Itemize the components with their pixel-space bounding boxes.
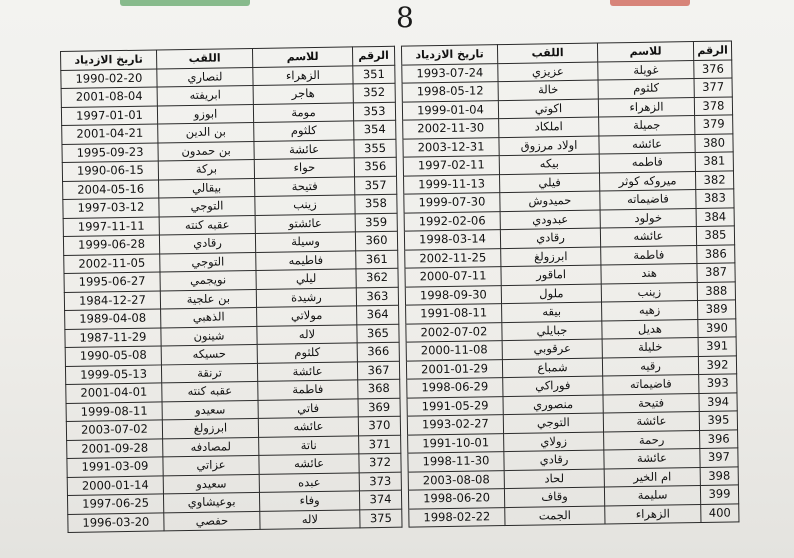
right-surname-cell: ملول — [501, 284, 601, 304]
right-number-cell: 382 — [695, 170, 733, 189]
left-number-cell: 364 — [357, 305, 399, 324]
right-number-cell: 379 — [695, 115, 733, 134]
right-surname-cell: ابرزولغ — [501, 247, 601, 267]
right-first-name-cell: رقيه — [602, 356, 698, 376]
right-number-cell: 381 — [695, 152, 733, 171]
right-birth-date-cell: 1998-06-20 — [408, 489, 504, 509]
right-first-name-cell: هند — [601, 264, 697, 284]
left-surname-cell: ابريفته — [157, 85, 253, 105]
left-number-cell: 351 — [353, 65, 395, 84]
left-number-cell: 375 — [360, 509, 402, 528]
right-number-cell: 394 — [699, 392, 737, 411]
top-right-stamp-mark — [610, 0, 690, 6]
left-surname-cell: شينون — [161, 326, 257, 346]
left-surname-cell: بركة — [158, 159, 254, 179]
registry-table — [60, 40, 739, 532]
right-first-name-cell: عائشه — [599, 134, 695, 154]
left-surname-cell: بيقالي — [159, 178, 255, 198]
left-surname-cell: عقبه كنته — [159, 215, 255, 235]
left-number-cell: 356 — [354, 157, 396, 176]
left-birth-date-cell: 1991-03-09 — [67, 457, 163, 477]
right-birth-date-cell: 1999-01-04 — [402, 100, 498, 120]
left-surname-cell: حسيكه — [161, 344, 257, 364]
right-surname-cell: فوراكي — [503, 376, 603, 396]
right-first-name-cell: خولود — [600, 208, 696, 228]
left-first-name-cell: لاله — [260, 509, 360, 529]
right-number-cell: 399 — [700, 485, 738, 504]
left-birth-date-cell: 1999-08-11 — [66, 401, 162, 421]
right-surname-cell: التوجي — [503, 413, 603, 433]
right-surname-cell: عبدودي — [500, 210, 600, 230]
left-number-cell: 360 — [355, 231, 397, 250]
left-number-cell: 361 — [356, 250, 398, 269]
right-birth-date-cell: 2002-07-02 — [406, 322, 502, 342]
right-number-cell: 384 — [696, 207, 734, 226]
right-birth-date-cell: 1998-09-30 — [405, 285, 501, 305]
header-right-name: للاسم — [597, 42, 693, 62]
left-number-cell: 372 — [359, 453, 401, 472]
header-right-number: الرقم — [693, 41, 731, 60]
right-surname-cell: خالة — [498, 80, 598, 100]
left-number-cell: 354 — [354, 120, 396, 139]
right-number-cell: 397 — [700, 448, 738, 467]
right-birth-date-cell: 1999-11-13 — [403, 174, 499, 194]
left-birth-date-cell: 1997-03-12 — [63, 198, 159, 218]
left-first-name-cell: حواء — [254, 158, 354, 178]
left-first-name-cell: ليلي — [256, 269, 356, 289]
right-number-cell: 400 — [701, 503, 739, 522]
left-first-name-cell: وسيلة — [255, 232, 355, 252]
right-number-cell: 388 — [697, 281, 735, 300]
left-birth-date-cell: 1995-06-27 — [64, 272, 160, 292]
right-birth-date-cell: 1997-02-11 — [403, 156, 499, 176]
left-surname-cell: لنصاري — [157, 67, 253, 87]
left-number-cell: 366 — [357, 342, 399, 361]
right-surname-cell: شمباع — [502, 358, 602, 378]
left-first-name-cell: زينب — [255, 195, 355, 215]
right-birth-date-cell: 1991-05-29 — [407, 396, 503, 416]
right-first-name-cell: كلثوم — [598, 79, 694, 99]
left-birth-date-cell: 2001-04-01 — [66, 383, 162, 403]
right-number-cell: 385 — [696, 226, 734, 245]
right-first-name-cell: فاضيماته — [600, 190, 696, 210]
left-surname-cell: لمصادفه — [163, 437, 259, 457]
left-number-cell: 367 — [357, 361, 399, 380]
right-first-name-cell: هديل — [602, 319, 698, 339]
right-surname-cell: منصوري — [503, 395, 603, 415]
left-birth-date-cell: 2003-07-02 — [66, 420, 162, 440]
header-left-name: للاسم — [252, 47, 352, 67]
right-first-name-cell: جميلة — [599, 116, 695, 136]
right-first-name-cell: عائشة — [604, 448, 700, 468]
right-number-cell: 377 — [694, 78, 732, 97]
right-surname-cell: رقادي — [500, 228, 600, 248]
left-number-cell: 369 — [358, 398, 400, 417]
left-first-name-cell: ناتة — [259, 435, 359, 455]
left-first-name-cell: فاتي — [258, 398, 358, 418]
right-number-cell: 383 — [696, 189, 734, 208]
left-first-name-cell: كلثوم — [257, 343, 357, 363]
page-number: 8 — [396, 1, 414, 34]
left-number-cell: 355 — [354, 139, 396, 158]
left-number-cell: 374 — [359, 490, 401, 509]
left-number-cell: 359 — [355, 213, 397, 232]
left-number-cell: 362 — [356, 268, 398, 287]
right-surname-cell: حميدوش — [500, 191, 600, 211]
right-first-name-cell: فاطمه — [599, 153, 695, 173]
left-number-cell: 357 — [355, 176, 397, 195]
right-surname-cell: لحاد — [504, 469, 604, 489]
right-surname-cell: جبايلي — [502, 321, 602, 341]
right-birth-date-cell: 2002-11-30 — [403, 119, 499, 139]
left-birth-date-cell: 2002-11-05 — [64, 253, 160, 273]
left-birth-date-cell: 2001-08-04 — [61, 87, 157, 107]
left-first-name-cell: عائشة — [257, 361, 357, 381]
left-first-name-cell: لاله — [257, 324, 357, 344]
left-number-cell: 373 — [359, 472, 401, 491]
right-birth-date-cell: 1993-07-24 — [402, 63, 498, 83]
left-surname-cell: ابوزو — [157, 104, 253, 124]
left-first-name-cell: عائشتو — [255, 213, 355, 233]
header-right-date: تاريخ الازدياد — [401, 45, 497, 65]
header-left-surname: اللقب — [156, 48, 252, 68]
right-birth-date-cell: 1998-06-29 — [407, 378, 503, 398]
left-surname-cell: بوعيشاوي — [163, 492, 259, 512]
right-surname-cell: اولاد مرزوق — [499, 136, 599, 156]
left-first-name-cell: عائشه — [259, 454, 359, 474]
left-first-name-cell: الزهراء — [253, 65, 353, 85]
right-number-cell: 389 — [697, 300, 735, 319]
right-number-cell: 378 — [694, 96, 732, 115]
left-first-name-cell: عائشة — [254, 139, 354, 159]
left-birth-date-cell: 1997-06-25 — [67, 494, 163, 514]
right-first-name-cell: زينب — [601, 282, 697, 302]
right-birth-date-cell: 1993-02-27 — [407, 415, 503, 435]
left-surname-cell: التوجي — [160, 252, 256, 272]
left-surname-cell: عزاتي — [163, 455, 259, 475]
right-number-cell: 398 — [700, 466, 738, 485]
left-surname-cell: الذهبي — [161, 307, 257, 327]
right-first-name-cell: زهيه — [602, 301, 698, 321]
left-birth-date-cell: 1989-04-08 — [65, 309, 161, 329]
right-number-cell: 395 — [699, 411, 737, 430]
left-first-name-cell: مولاتي — [257, 306, 357, 326]
left-birth-date-cell: 1987-11-29 — [65, 327, 161, 347]
left-surname-cell: بن الدين — [158, 122, 254, 142]
right-first-name-cell: غويلة — [598, 60, 694, 80]
right-first-name-cell: فاضيماته — [603, 375, 699, 395]
right-birth-date-cell: 2001-01-29 — [406, 359, 502, 379]
right-first-name-cell: عائشه — [600, 227, 696, 247]
right-first-name-cell: خليلة — [602, 338, 698, 358]
left-surname-cell: بن حمدون — [158, 141, 254, 161]
right-birth-date-cell: 1998-02-22 — [409, 507, 505, 527]
left-birth-date-cell: 1999-05-13 — [65, 364, 161, 384]
left-first-name-cell: هاجر — [253, 84, 353, 104]
left-first-name-cell: فتيحة — [255, 176, 355, 196]
right-number-cell: 391 — [698, 337, 736, 356]
left-birth-date-cell: 1996-03-20 — [68, 512, 164, 532]
left-surname-cell: سعيدو — [162, 400, 258, 420]
left-number-cell: 363 — [356, 287, 398, 306]
right-first-name-cell: ام الخير — [604, 467, 700, 487]
right-birth-date-cell: 1991-10-01 — [408, 433, 504, 453]
right-surname-cell: بيكه — [499, 154, 599, 174]
right-surname-cell: رقادي — [504, 450, 604, 470]
right-number-cell: 392 — [698, 355, 736, 374]
left-birth-date-cell: 2004-05-16 — [63, 179, 159, 199]
right-surname-cell: اكوتي — [498, 99, 598, 119]
left-surname-cell: بن علجية — [160, 289, 256, 309]
right-surname-cell: عزيزي — [498, 62, 598, 82]
right-first-name-cell: الزهراء — [598, 97, 694, 117]
left-first-name-cell: فاطمة — [258, 380, 358, 400]
left-birth-date-cell: 1997-11-11 — [63, 216, 159, 236]
header-left-date: تاريخ الازدياد — [61, 50, 157, 70]
left-number-cell: 353 — [353, 102, 395, 121]
right-surname-cell: بيقه — [502, 302, 602, 322]
right-birth-date-cell: 1998-03-14 — [404, 230, 500, 250]
left-first-name-cell: فاطيمه — [256, 250, 356, 270]
right-birth-date-cell: 2003-08-08 — [408, 470, 504, 490]
right-number-cell: 396 — [700, 429, 738, 448]
right-first-name-cell: ميروكه كوثر — [599, 171, 695, 191]
right-number-cell: 390 — [698, 318, 736, 337]
right-surname-cell: الجمت — [505, 506, 605, 526]
right-first-name-cell: عائشة — [603, 412, 699, 432]
right-birth-date-cell: 2000-11-08 — [406, 341, 502, 361]
left-number-cell: 358 — [355, 194, 397, 213]
right-surname-cell: فيلي — [499, 173, 599, 193]
right-first-name-cell: الزهراء — [605, 504, 701, 524]
right-birth-date-cell: 1992-02-06 — [404, 211, 500, 231]
top-left-stamp-mark — [120, 0, 250, 6]
left-birth-date-cell: 1999-06-28 — [63, 235, 159, 255]
left-first-name-cell: عبده — [259, 472, 359, 492]
right-birth-date-cell: 2002-11-25 — [405, 248, 501, 268]
left-birth-date-cell: 2001-04-21 — [62, 124, 158, 144]
right-surname-cell: اماقور — [501, 265, 601, 285]
left-birth-date-cell: 1990-02-20 — [61, 68, 157, 88]
left-first-name-cell: وفاء — [259, 491, 359, 511]
left-birth-date-cell: 1990-06-15 — [62, 161, 158, 181]
right-birth-date-cell: 1999-07-30 — [404, 193, 500, 213]
right-surname-cell: املكاد — [499, 117, 599, 137]
left-first-name-cell: عائشه — [258, 417, 358, 437]
right-birth-date-cell: 1991-08-11 — [406, 304, 502, 324]
left-birth-date-cell: 2001-09-28 — [67, 438, 163, 458]
right-first-name-cell: فاطمة — [601, 245, 697, 265]
header-left-number: الرقم — [352, 46, 394, 65]
right-birth-date-cell: 2000-07-11 — [405, 267, 501, 287]
left-number-cell: 371 — [359, 435, 401, 454]
right-number-cell: 386 — [697, 244, 735, 263]
right-number-cell: 376 — [694, 59, 732, 78]
right-number-cell: 393 — [699, 374, 737, 393]
right-birth-date-cell: 2003-12-31 — [403, 137, 499, 157]
left-birth-date-cell: 1984-12-27 — [64, 290, 160, 310]
right-surname-cell: عرقوبي — [502, 339, 602, 359]
header-right-surname: اللقب — [497, 43, 597, 63]
right-first-name-cell: فتيحة — [603, 393, 699, 413]
left-first-name-cell: مومة — [253, 102, 353, 122]
left-surname-cell: رقادي — [159, 233, 255, 253]
left-surname-cell: ترنقة — [161, 363, 257, 383]
left-surname-cell: عقبه كنته — [162, 381, 258, 401]
left-number-cell: 370 — [358, 416, 400, 435]
left-number-cell: 365 — [357, 324, 399, 343]
left-birth-date-cell: 1990-05-08 — [65, 346, 161, 366]
left-surname-cell: نويجمي — [160, 270, 256, 290]
left-surname-cell: ابرزولغ — [162, 418, 258, 438]
right-surname-cell: زولاي — [504, 432, 604, 452]
left-surname-cell: حفصي — [164, 511, 260, 531]
left-birth-date-cell: 2000-01-14 — [67, 475, 163, 495]
right-number-cell: 387 — [697, 263, 735, 282]
right-first-name-cell: رحمة — [604, 430, 700, 450]
left-number-cell: 368 — [358, 379, 400, 398]
left-surname-cell: التوجي — [159, 196, 255, 216]
right-birth-date-cell: 1998-11-30 — [408, 452, 504, 472]
right-birth-date-cell: 1998-05-12 — [402, 82, 498, 102]
left-surname-cell: سعيدو — [163, 474, 259, 494]
left-birth-date-cell: 1997-01-01 — [61, 105, 157, 125]
left-first-name-cell: كلثوم — [254, 121, 354, 141]
left-first-name-cell: رشيدة — [256, 287, 356, 307]
left-number-cell: 352 — [353, 83, 395, 102]
right-first-name-cell: سليمة — [604, 485, 700, 505]
left-birth-date-cell: 1995-09-23 — [62, 142, 158, 162]
right-surname-cell: وقاف — [504, 487, 604, 507]
right-number-cell: 380 — [695, 133, 733, 152]
